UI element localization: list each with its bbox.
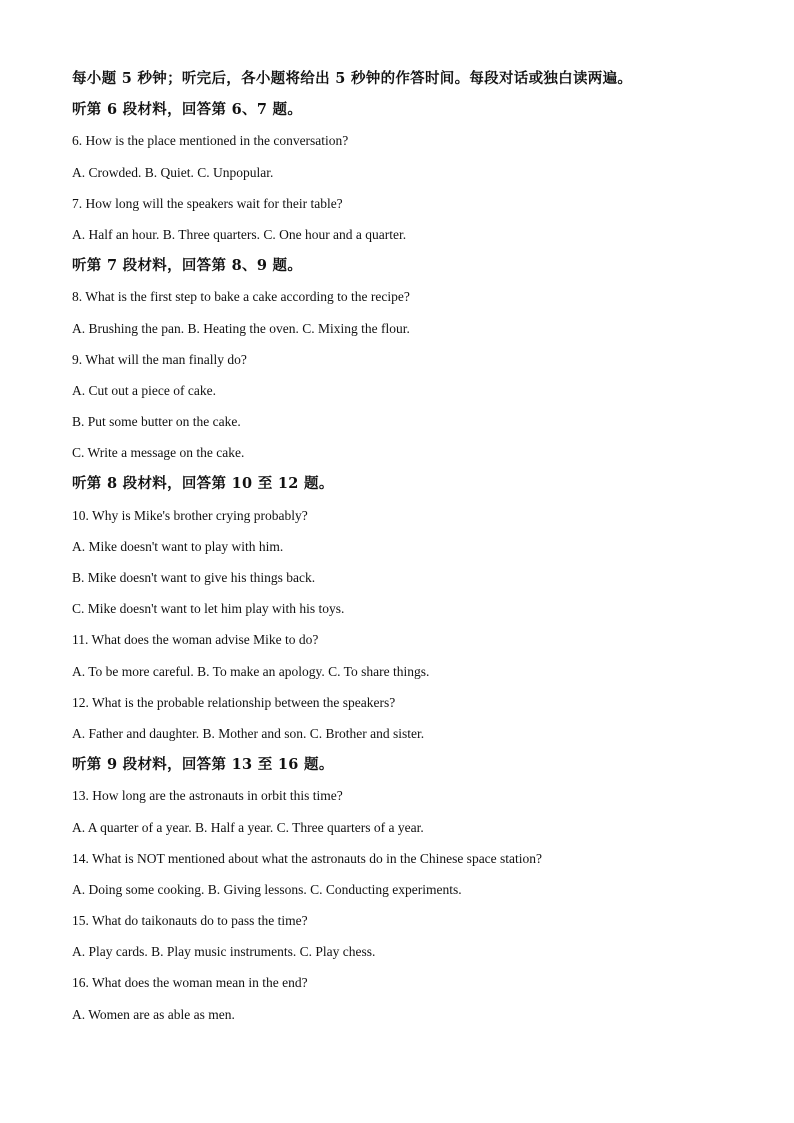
question-6: 6. How is the place mentioned in the conversation? — [72, 133, 349, 149]
question-9: 9. What will the man finally do? — [72, 351, 247, 367]
question-16: 16. What does the woman mean in the end? — [72, 975, 308, 991]
options-14: A. Doing some cooking. B. Giving lessons. C. Conducting experiments. — [72, 881, 462, 897]
option-10b: B. Mike doesn't want to give his things back. — [72, 570, 316, 585]
question-14: 14. What is NOT mentioned about what the astronauts do in the Chinese space station? — [72, 850, 543, 866]
option-10a: A. Mike doesn't want to play with him. — [72, 538, 284, 554]
document-body — [72, 63, 752, 1030]
question-7: 7. How long will the speakers wait for their table? — [72, 195, 343, 211]
option-9b: B. Put some butter on the cake. — [72, 414, 241, 430]
option-9a: A. Cut out a piece of cake. — [72, 382, 216, 398]
option-16a: A. Women are as able as men. — [72, 1006, 235, 1022]
section-heading-8: 听第 8 段材料，回答第 10 至 12 题。 — [72, 475, 334, 493]
options-6: A. Crowded. B. Quiet. C. Unpopular. — [72, 164, 274, 180]
options-13: A. A quarter of a year. B. Half a year. C. Three quarters of a year. — [72, 819, 424, 835]
question-10: 10. Why is Mike's brother crying probably? — [72, 507, 308, 523]
question-8: 8. What is the first step to bake a cake according to the recipe? — [72, 289, 410, 305]
question-11: 11. What does the woman advise Mike to do? — [72, 632, 319, 648]
option-10c: C. Mike doesn't want to let him play with his toys. — [72, 601, 345, 617]
options-11: A. To be more careful. B. To make an apology. C. To share things. — [72, 663, 430, 679]
section-heading-6: 听第 6 段材料，回答第 6、7 题。 — [72, 101, 303, 119]
options-12: A. Father and daughter. B. Mother and son. C. Brother and sister. — [72, 725, 425, 741]
instruction-line: 每小题 5 秒钟；听完后，各小题将给出 5 秒钟的作答时间。每段对话或独白读两遍。 — [72, 70, 633, 87]
options-7: A. Half an hour. B. Three quarters. C. One hour and a quarter. — [72, 226, 407, 242]
section-heading-7: 听第 7 段材料，回答第 8、9 题。 — [72, 257, 303, 275]
options-8: A. Brushing the pan. B. Heating the oven. C. Mixing the flour. — [72, 320, 410, 336]
question-15: 15. What do taikonauts do to pass the time? — [72, 913, 308, 929]
options-15: A. Play cards. B. Play music instruments. C. Play chess. — [72, 944, 376, 960]
option-9c: C. Write a message on the cake. — [72, 445, 245, 461]
section-heading-9: 听第 9 段材料，回答第 13 至 16 题。 — [72, 756, 334, 774]
question-13: 13. How long are the astronauts in orbit this time? — [72, 788, 343, 804]
question-12: 12. What is the probable relationship between the speakers? — [72, 694, 396, 710]
